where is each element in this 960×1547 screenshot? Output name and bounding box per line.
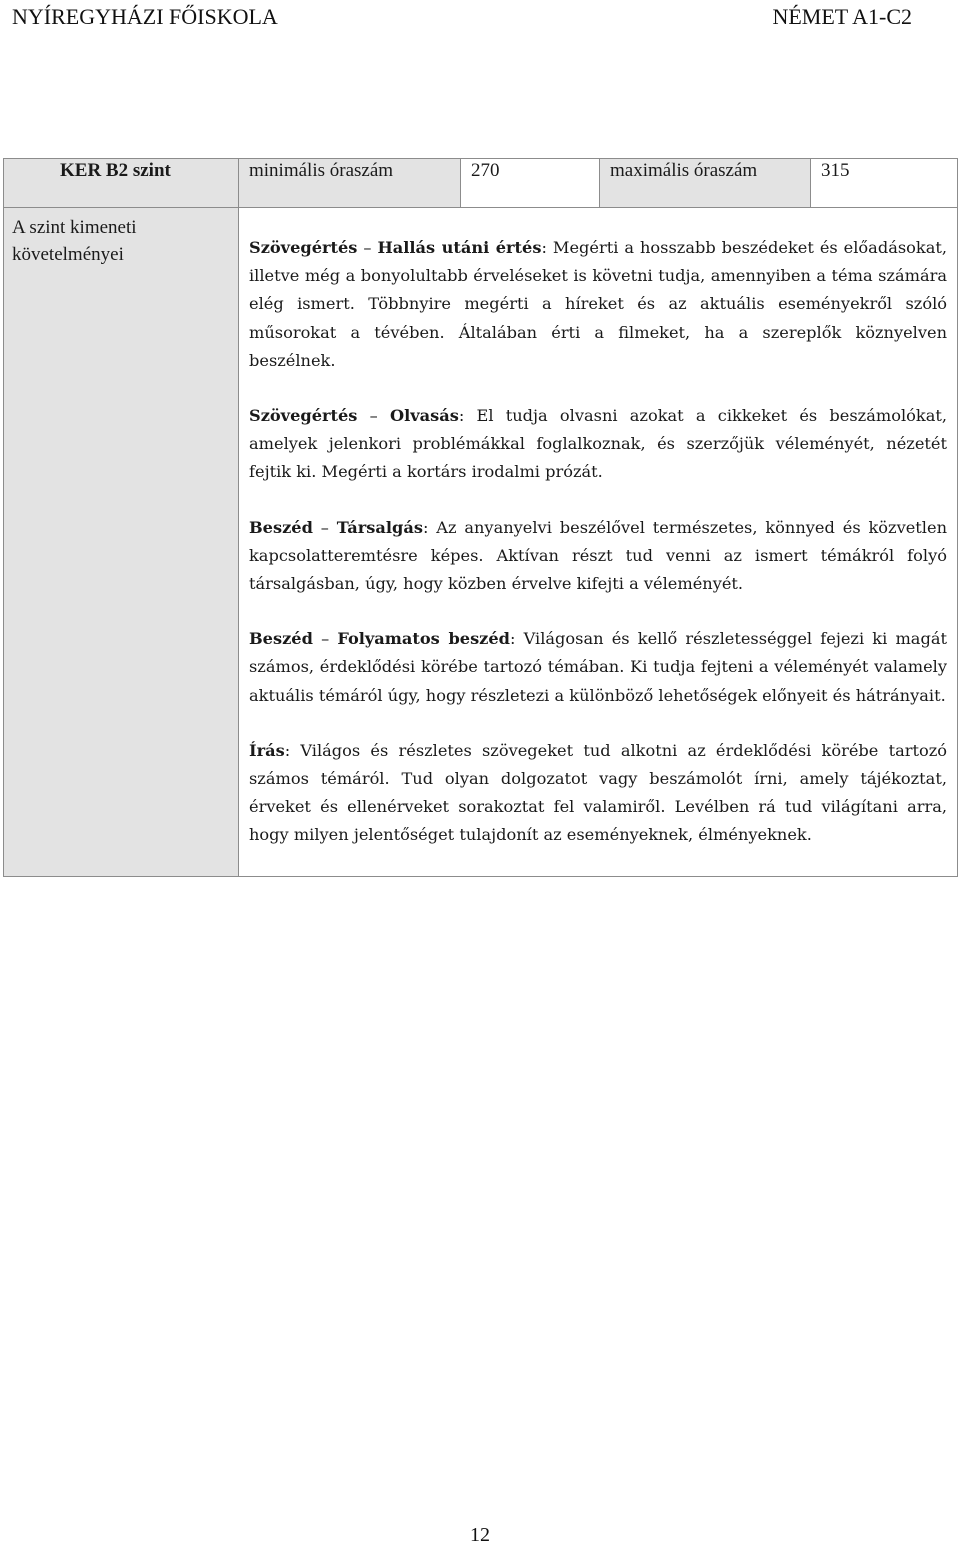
paragraph-text: El tudja olvasni azokat a cikkeket és beszámolókat, amelyek jelenkori problémákkal foglalkoznak, és szerzőjük véleményét, nézetét fejtik ki. Megérti a kortárs irodalmi prózát. xyxy=(249,406,947,482)
skill-label: Írás xyxy=(249,740,285,760)
page-number: 12 xyxy=(470,1524,490,1546)
dash: – xyxy=(312,517,337,537)
skill-label: Beszéd xyxy=(249,629,313,649)
paragraph-text: Megérti a hosszabb beszédeket és előadásokat, illetve még a bonyolultabb érveléseket is követni tudja, amennyiben a téma számára elég ismert. Többnyire megérti a híreket és az aktuális eseményekről szóló műsorokat a tévében. Általában érti a filmeket, ha a szereplők köznyelven beszélnek. xyxy=(249,238,948,370)
header-course: NÉMET A1-C2 xyxy=(772,4,912,29)
skill-label: Beszéd xyxy=(249,517,313,537)
dash: – xyxy=(357,238,378,257)
paragraph-conversation xyxy=(249,514,947,599)
sub-skill-label: Hallás utáni értés xyxy=(377,238,542,257)
colon: : xyxy=(284,740,301,760)
table-header-row xyxy=(4,159,958,208)
min-hours-label: minimális óraszám xyxy=(239,159,461,208)
paragraph-writing xyxy=(249,737,947,850)
table-content-row xyxy=(4,208,958,877)
max-hours-label: maximális óraszám xyxy=(600,159,811,208)
colon: : xyxy=(541,238,553,257)
paragraph-continuous-speech xyxy=(249,625,947,710)
max-hours-value: 315 xyxy=(811,159,958,208)
level-cell: KER B2 szint xyxy=(4,159,239,208)
output-requirements-label: A szint kimeneti követelményei xyxy=(4,208,239,877)
colon: : xyxy=(422,517,437,537)
sub-skill-label: Olvasás xyxy=(389,406,459,426)
skill-label: Szövegértés xyxy=(249,406,358,426)
sub-skill-label: Folyamatos beszéd xyxy=(337,629,510,649)
dash: – xyxy=(312,629,338,649)
paragraph-text: Világosan és kellő részletességgel fejezi ki magát számos, érdeklődési körébe tartozó témában. Ki tudja fejteni a véleményét valamely aktuális témáról úgy, hogy részletezi a különböző lehetőségek előnyeit és hátrányait. xyxy=(249,629,947,705)
colon: : xyxy=(458,406,477,426)
requirements-table xyxy=(3,158,958,877)
requirements-content xyxy=(239,208,958,877)
paragraph-text: Az anyanyelvi beszélővel természetes, könnyed és közvetlen kapcsolatteremtésre képes. Aktívan részt tud venni az ismert témákról folyó társalgásban, úgy, hogy közben érvelve kifejti a véleményét. xyxy=(249,517,947,594)
paragraph-listening xyxy=(249,234,947,375)
skill-label: Szövegértés xyxy=(249,238,358,257)
dash: – xyxy=(357,406,390,426)
min-hours-value: 270 xyxy=(461,159,600,208)
paragraph-text: Világos és részletes szövegeket tud alkotni az érdeklődési körébe tartozó számos témáról. Tud olyan dolgozatot vagy beszámolót írni, amely tájékoztat, érveket és ellenérveket sorakoztat fel valamiről. Levélben rá tud világítani arra, hogy milyen jelentőséget tulajdonít az eseményeknek, élményeknek. xyxy=(249,740,947,845)
colon: : xyxy=(510,629,524,649)
sub-skill-label: Társalgás xyxy=(336,517,423,537)
paragraph-reading xyxy=(249,402,947,487)
header-institution: NYÍREGYHÁZI FŐISKOLA xyxy=(12,4,278,29)
